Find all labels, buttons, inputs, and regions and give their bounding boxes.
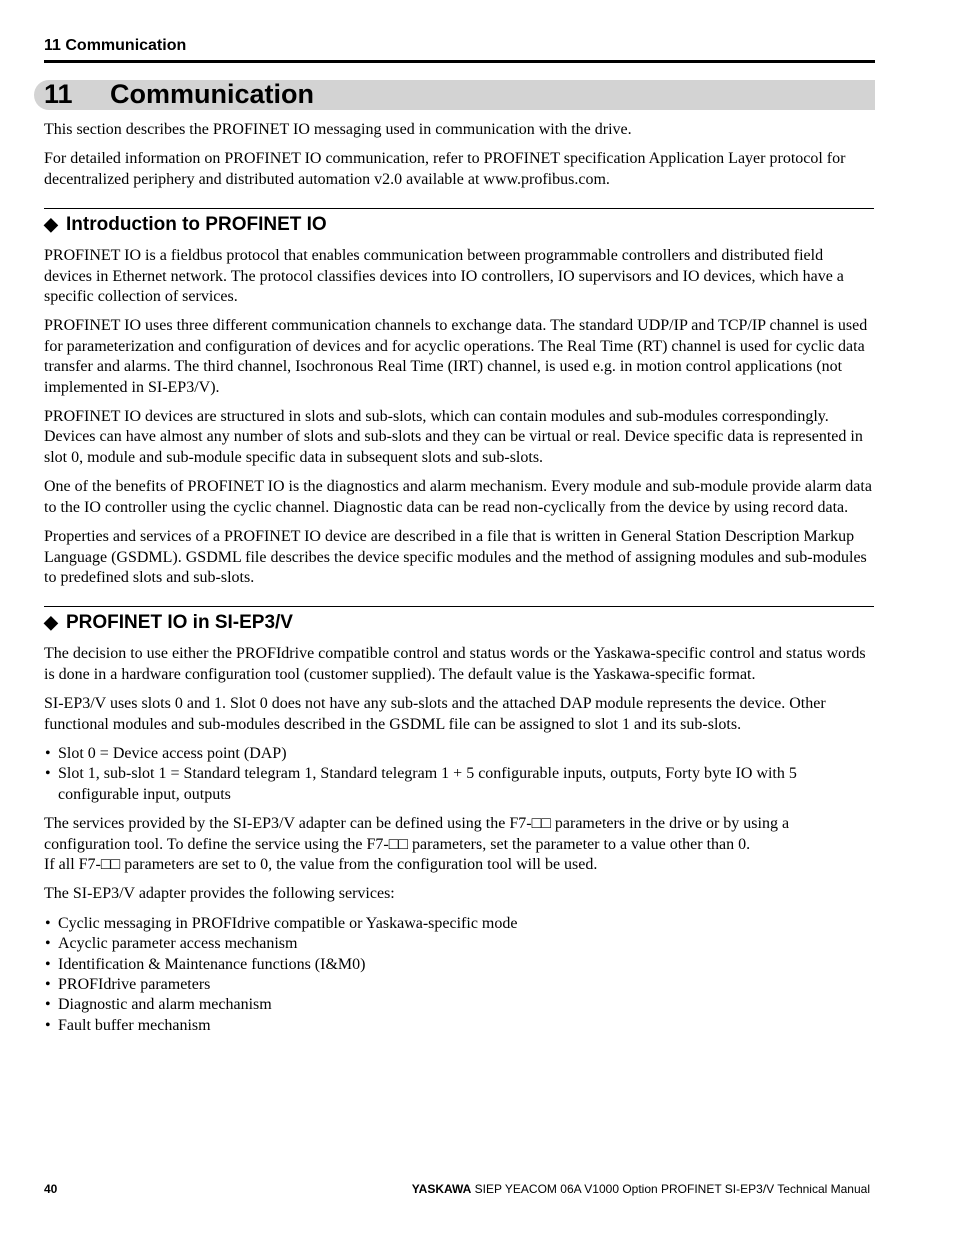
manual-title-text: SIEP YEACOM 06A V1000 Option PROFINET SI-EP3/V Technical Manual <box>471 1182 870 1196</box>
section-heading <box>44 606 874 635</box>
bullet-icon: • <box>45 955 51 973</box>
chapter-heading <box>34 80 875 110</box>
body-paragraph: PROFINET IO devices are structured in slots and sub-slots, which can contain modules and sub-modules correspondingly. Devices can have almost any number of slots and sub-slots and they can be virtual or real. Device specific data is represented in slot 0, module and sub-module specific data in subsequent slots and sub-slots. <box>44 408 863 466</box>
bullet-icon: • <box>45 914 51 932</box>
body-paragraph: The SI-EP3/V adapter provides the following services: <box>44 885 395 903</box>
slot-list <box>44 744 874 805</box>
chapter-number: 11 <box>44 79 73 109</box>
manual-title <box>412 1182 870 1196</box>
body-paragraph: The services provided by the SI-EP3/V adapter can be defined using the F7-□□ parameters in the drive or by using a configuration tool. To define the service using the F7-□□ parameters, set the parameter to a value other than 0. If all F7-□□ parameters are set to 0, the value from the configuration tool will be used. <box>44 815 790 873</box>
list-item: • Identification & Maintenance functions (I&M0) <box>44 955 874 975</box>
list-item: • Acyclic parameter access mechanism <box>44 934 874 954</box>
intro-paragraph: This section describes the PROFINET IO messaging used in communication with the drive. <box>44 121 632 138</box>
header-rule <box>44 60 875 63</box>
chapter-title: Communication <box>110 79 315 109</box>
list-item: • PROFIdrive parameters <box>44 975 874 995</box>
bullet-icon: • <box>45 765 51 783</box>
diamond-icon: ◆ <box>44 214 58 235</box>
list-item: • Fault buffer mechanism <box>44 1016 874 1036</box>
page-content <box>44 120 874 1045</box>
services-list <box>44 914 874 1036</box>
body-paragraph: PROFINET IO is a fieldbus protocol that enables communication between programmable controllers and distributed field devices in Ethernet network. The protocol classifies devices into IO controllers, IO supervisors and IO devices, which have a specific collection of services. <box>44 247 844 306</box>
bullet-icon: • <box>45 935 51 953</box>
running-header: 11 Communication <box>44 37 187 54</box>
section-title: PROFINET IO in SI-EP3/V <box>66 612 293 634</box>
bullet-icon: • <box>45 744 51 762</box>
body-paragraph: Properties and services of a PROFINET IO device are described in a file that is written in General Station Description Markup Language (GSDML). GSDML file describes the device specific modules and the method of assigning modules and sub-modules to predefined slots and sub-slots. <box>44 528 867 586</box>
list-item: • Slot 0 = Device access point (DAP) <box>44 744 874 764</box>
intro-paragraph: For detailed information on PROFINET IO communication, refer to PROFINET specification Application Layer protocol for decentralized periphery and distributed automation v2.0 available at www.profibus.com. <box>44 150 846 188</box>
body-paragraph: SI-EP3/V uses slots 0 and 1. Slot 0 does not have any sub-slots and the attached DAP module represents the device. Other functional modules and sub-modules described in the GSDML file can be assigned to slot 1 and its sub-slots. <box>44 695 826 733</box>
list-item: • Diagnostic and alarm mechanism <box>44 995 874 1015</box>
bullet-icon: • <box>45 996 51 1014</box>
section-title: Introduction to PROFINET IO <box>66 214 327 236</box>
bullet-icon: • <box>45 1016 51 1034</box>
body-paragraph: One of the benefits of PROFINET IO is the diagnostics and alarm mechanism. Every module and sub-module provide alarm data to the IO controller using the cyclic channel. Diagnostic data can be read non-cyclically from the device by using record data. <box>44 478 872 516</box>
bullet-icon: • <box>45 976 51 993</box>
section-heading <box>44 208 874 237</box>
list-item: • Cyclic messaging in PROFIdrive compatible or Yaskawa-specific mode <box>44 914 874 934</box>
body-paragraph: PROFINET IO uses three different communication channels to exchange data. The standard UDP/IP and TCP/IP channel is used for parameterization and configuration of devices and for acyclic operations. The Real Time (RT) channel is used for cyclic data transfer and alarms. The third channel, Isochronous Real Time (IRT) channel, is used e.g. in motion control applications (not implemented in SI-EP3/V). <box>44 317 868 396</box>
list-item: • Slot 1, sub-slot 1 = Standard telegram 1, Standard telegram 1 + 5 configurable inputs, outputs, Forty byte IO with 5 configurable input, outputs <box>45 765 797 803</box>
page-number: 40 <box>44 1182 58 1196</box>
diamond-icon: ◆ <box>44 612 58 633</box>
body-paragraph: The decision to use either the PROFIdrive compatible control and status words or the Yaskawa-specific control and status words is done in a hardware configuration tool (customer supplied). The default value is the Yaskawa-specific format. <box>44 645 866 683</box>
brand-name: YASKAWA <box>411 1182 472 1196</box>
